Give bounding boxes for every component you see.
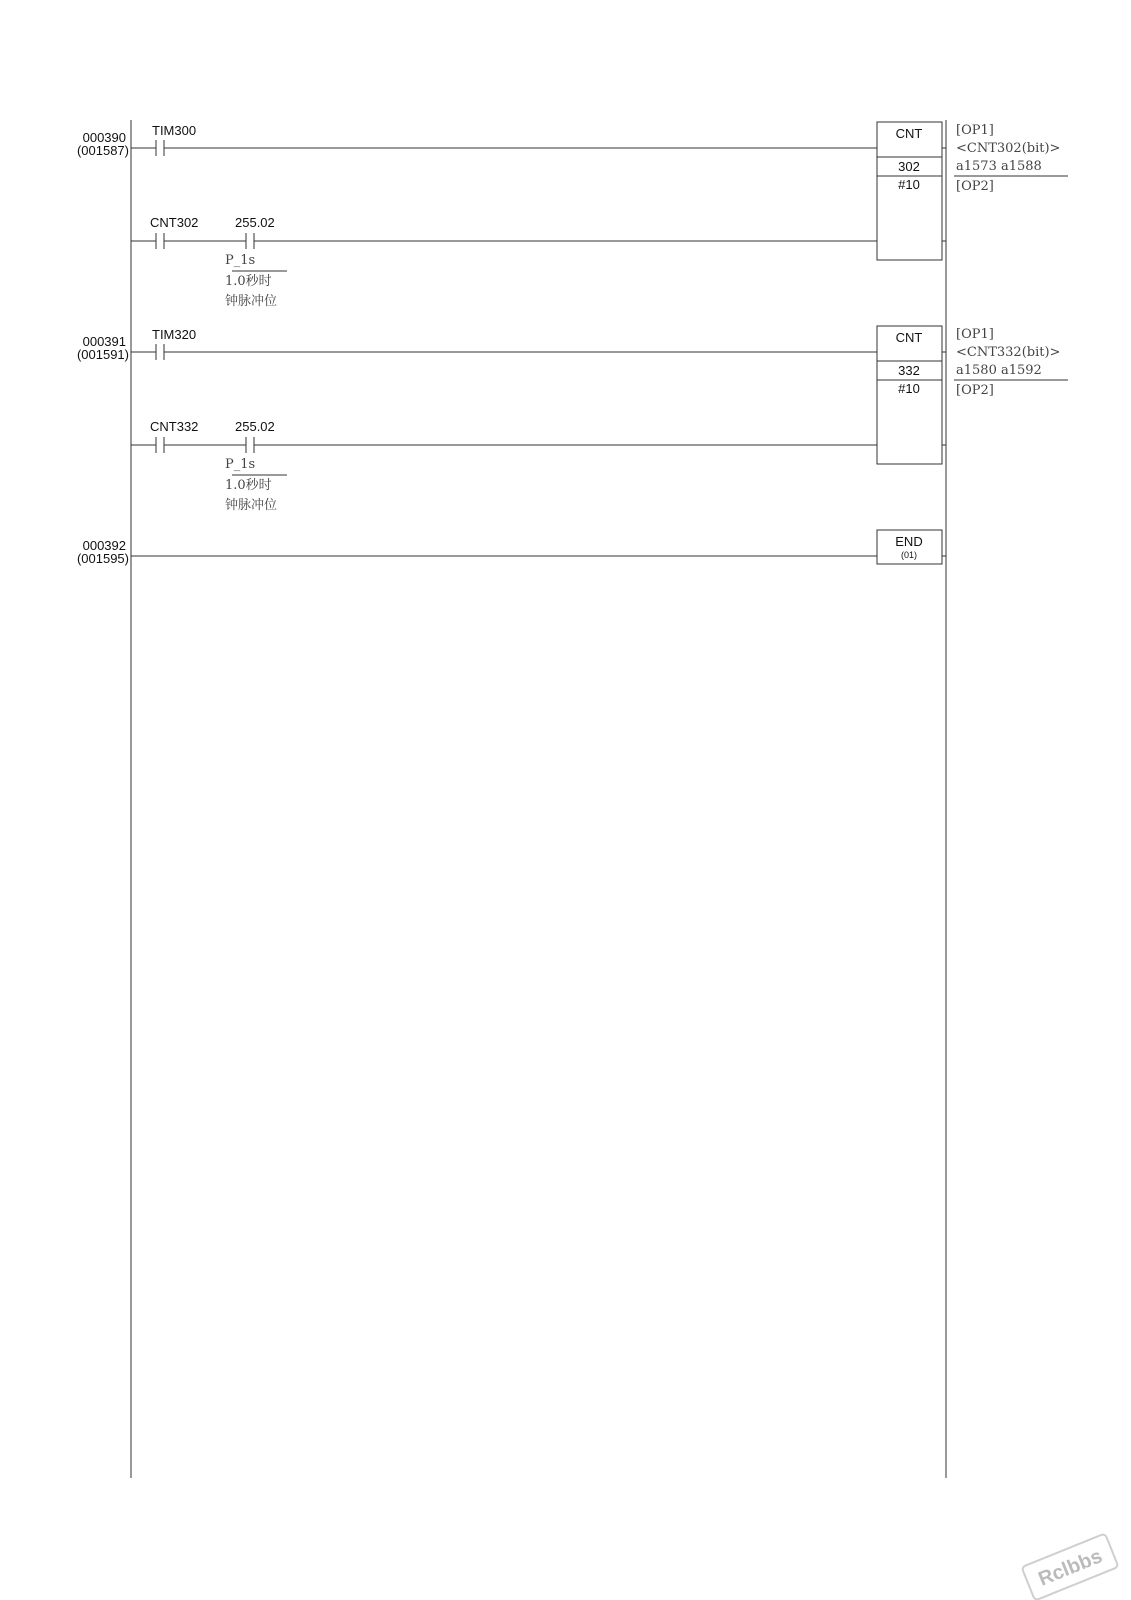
rung-3-address: (001595) [76, 551, 129, 566]
rung-3-step: 000392 [82, 538, 126, 553]
rung-2-step: 000391 [82, 334, 126, 349]
annot-2-line-2: <CNT332(bit)> [956, 345, 1061, 360]
annot-1-line-3: a1573 a1588 [956, 159, 1042, 174]
contact-tim300-label: TIM300 [152, 123, 197, 138]
annot-1-line-4: [OP2] [956, 179, 994, 194]
contact-25502-symbol-2: P_1s [225, 457, 256, 472]
annot-2-line-4: [OP2] [956, 383, 994, 398]
cnt-332-operand-2: #10 [898, 381, 920, 396]
cnt-302-operand-2: #10 [898, 177, 920, 192]
end-instruction-name: END [895, 534, 923, 549]
rung-2-address: (001591) [76, 347, 129, 362]
watermark-text: Rclbbs [1035, 1545, 1106, 1591]
contact-cnt332-label: CNT332 [150, 419, 199, 434]
contact-25502-symbol: P_1s [225, 253, 256, 268]
contact-tim320-label: TIM320 [152, 327, 197, 342]
annot-1-line-2: <CNT302(bit)> [956, 141, 1061, 156]
rung-1-address: (001587) [76, 143, 129, 158]
contact-25502-comment-2b: 钟脉冲位 [225, 498, 278, 513]
cnt-302-name: CNT [895, 126, 923, 141]
cnt-302-operand-1: 302 [898, 159, 920, 174]
contact-25502-comment-1: 1.0秒时 [225, 274, 272, 289]
annot-2-line-3: a1580 a1592 [956, 363, 1042, 378]
contact-25502-comment-2: 钟脉冲位 [225, 294, 278, 309]
watermark-stamp [1022, 1533, 1119, 1600]
contact-cnt302-label: CNT302 [150, 215, 199, 230]
rung-1-step: 000390 [82, 130, 126, 145]
contact-25502-comment-1b: 1.0秒时 [225, 478, 272, 493]
end-instruction-code: (01) [900, 550, 918, 560]
cnt-332-operand-1: 332 [898, 363, 920, 378]
contact-25502-label-2: 255.02 [235, 419, 275, 434]
cnt-332-name: CNT [895, 330, 923, 345]
contact-25502-label: 255.02 [235, 215, 275, 230]
annot-2-line-1: [OP1] [956, 327, 994, 342]
annot-1-line-1: [OP1] [956, 123, 994, 138]
